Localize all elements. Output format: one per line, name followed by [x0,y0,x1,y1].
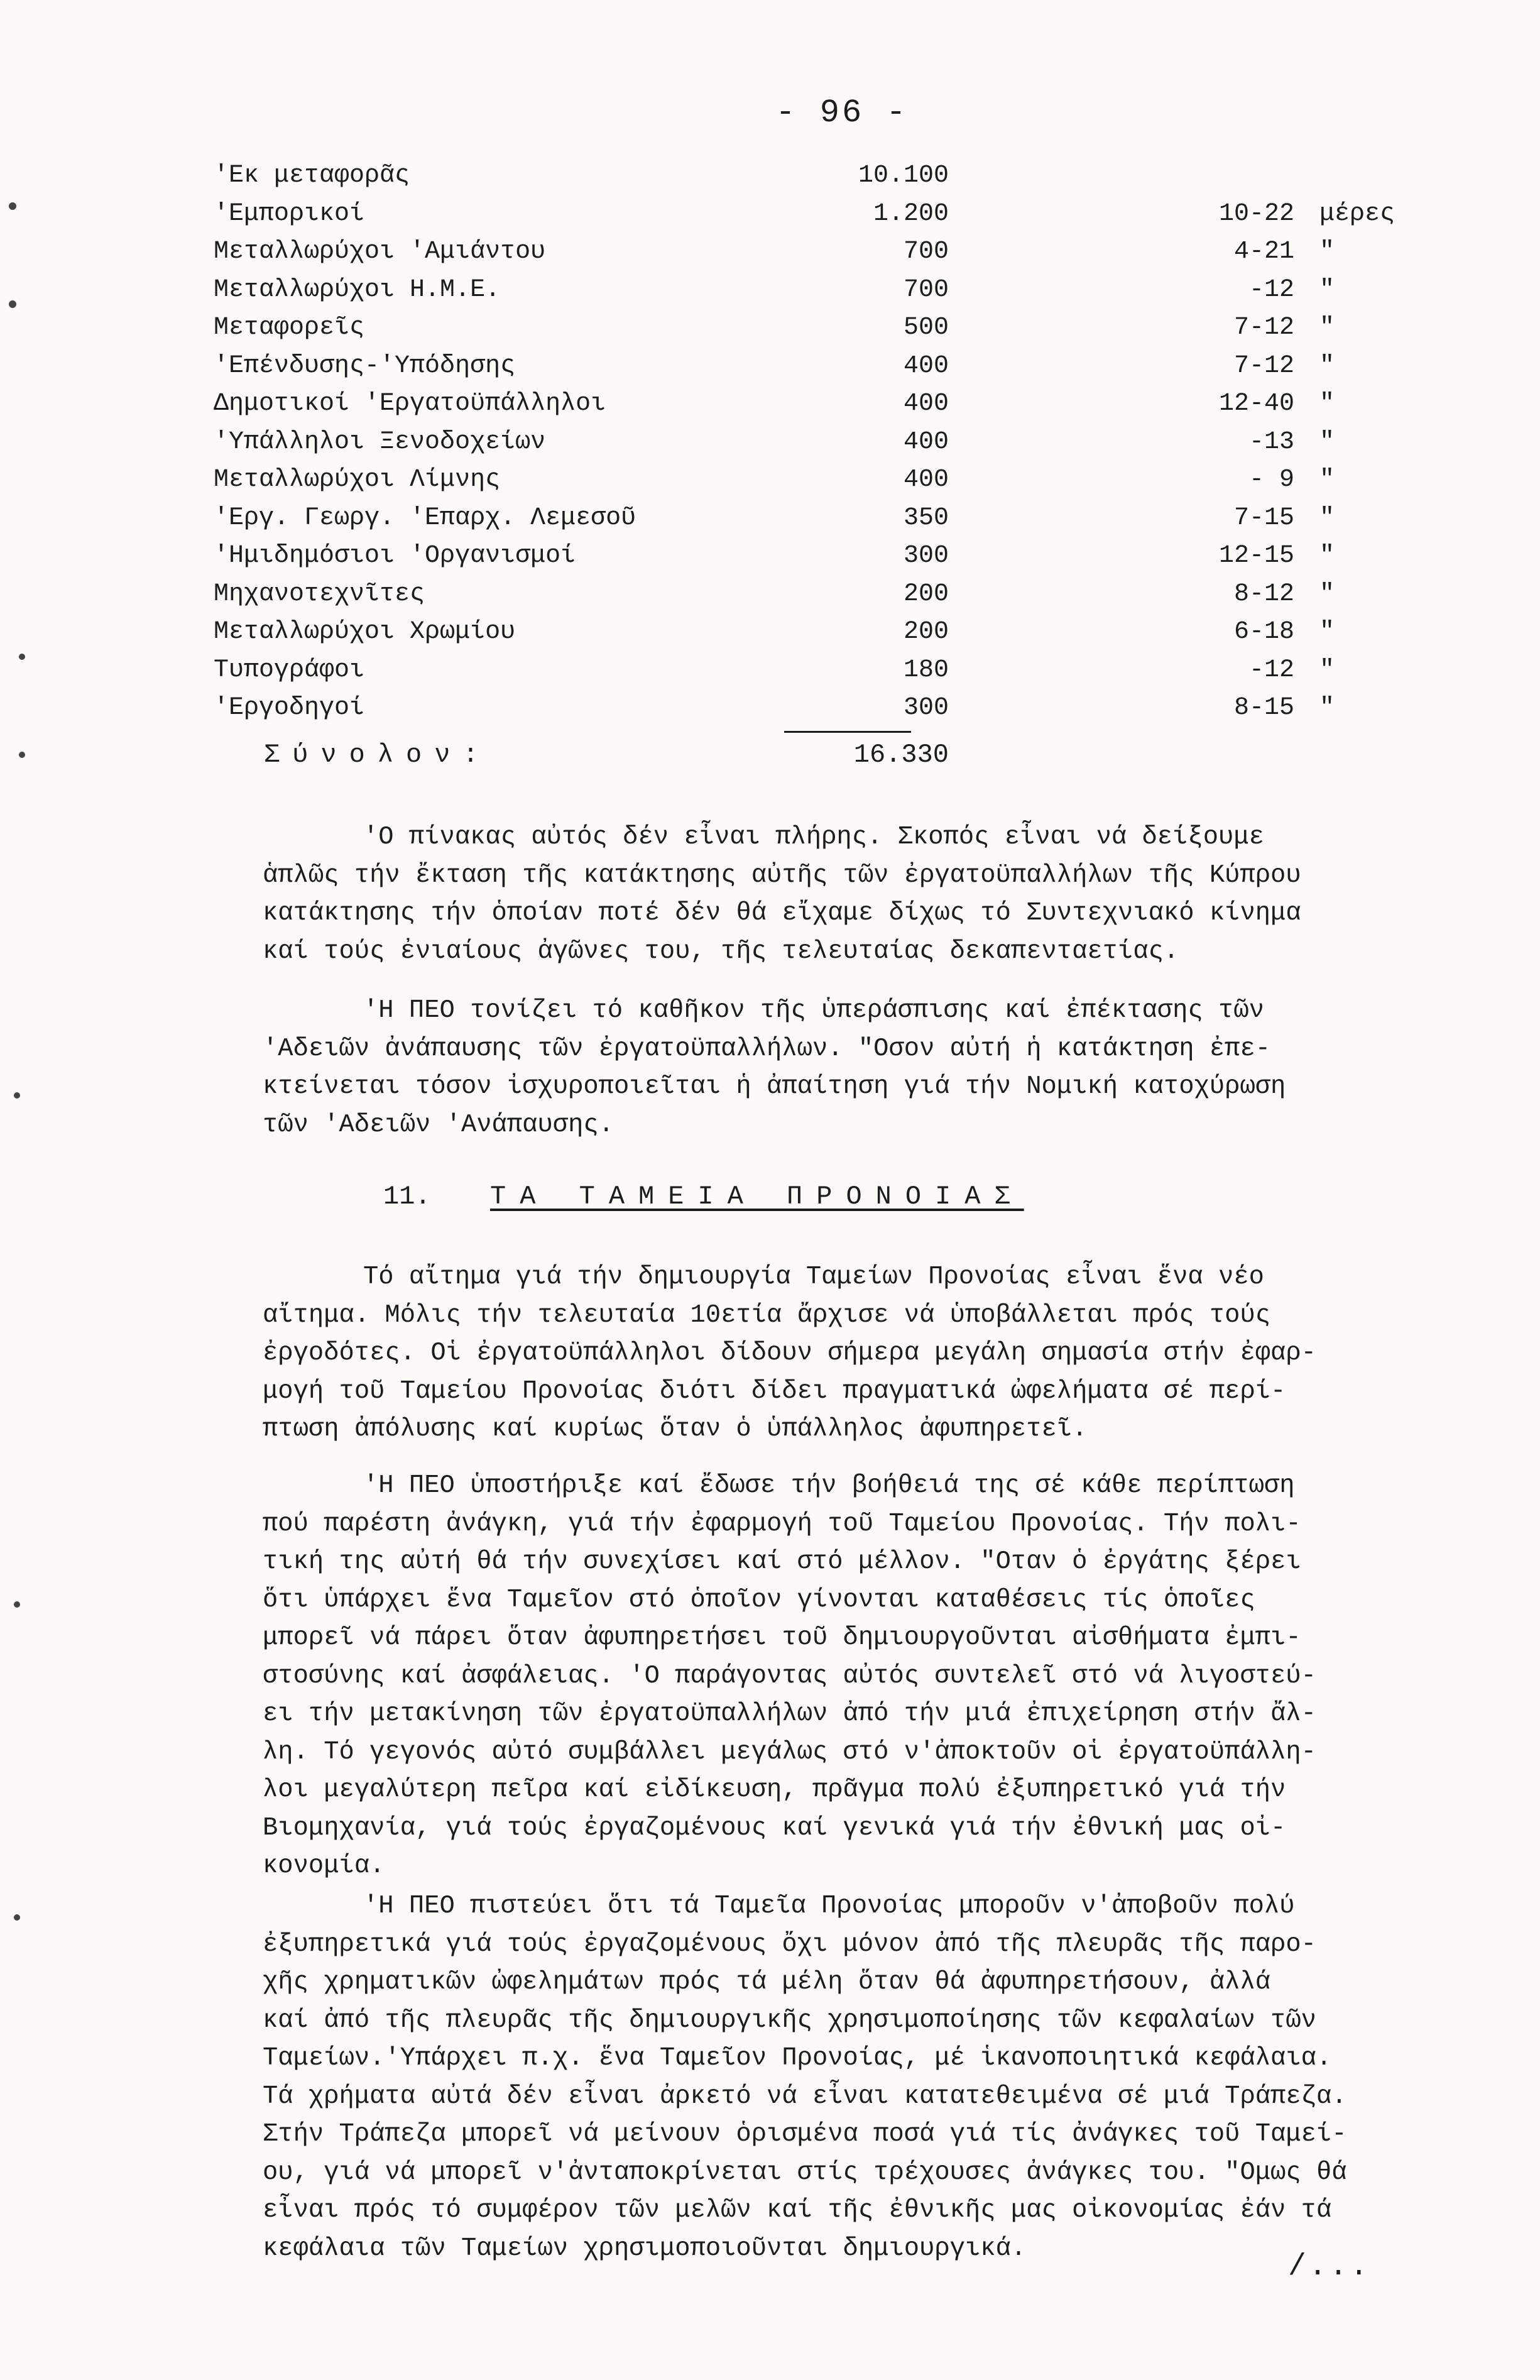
text-line: Στήν Τράπεζα μπορεῖ νά μείνουν ὁρισμένα ποσά γιά τίς ἀνάγκες τοῦ Ταμεί- [263,2120,1347,2149]
scan-speck [19,654,25,660]
text-line: κατάκτησης τήν ὁποίαν ποτέ δέν θά εἴχαμε δίχως τό Συντεχνιακό κίνημα [263,899,1301,928]
text-line: ει τήν μετακίνηση τῶν ἐργατοϋπαλλήλων ἀπό τήν μιά ἐπιχείρηση στήν ἄλ- [263,1699,1316,1728]
table-row-days: 6-18 " [1233,618,1335,646]
text-line: καί ἀπό τῆς πλευρᾶς τῆς δημιουργικῆς χρησιμοποίησης τῶν κεφαλαίων τῶν [263,2005,1316,2035]
total-label: Σύνολον: [264,740,491,770]
table-row-value: 400 [903,390,949,418]
table-row [214,385,1407,424]
table-row-value: 200 [903,579,949,608]
text-line: αἴτημα. Μόλις τήν τελευταία 10ετία ἄρχισε νά ὑποβάλλεται πρός τούς [263,1300,1271,1330]
sum-underline [784,731,911,733]
text-line: 'Η ΠΕΟ πιστεύει ὅτι τά Ταμεῖα Προνοίας μποροῦν ν'ἀποβοῦν πολύ [363,1892,1295,1921]
table-row-days: -13 " [1248,427,1335,456]
table-row-name: 'Εκ μεταφορᾶς [214,162,410,190]
paragraph-peo-support [263,1467,1456,1885]
table-row-days [1156,157,1420,195]
table-total-row [264,734,955,776]
paragraph-provident-intro [263,1258,1456,1449]
section-heading [383,1182,1024,1212]
table-row-value: 400 [903,351,949,380]
scan-speck [14,1601,20,1608]
text-line: ἁπλῶς τήν ἔκταση τῆς κατάκτησης αὐτῆς τῶν ἐργατοϋπαλλήλων τῆς Κύπρου [263,860,1301,890]
scan-speck [9,300,16,308]
table-row [214,576,1407,614]
text-line: 'Αδειῶν ἀνάπαυσης τῶν ἐργατοϋπαλλήλων. "Οσον αὐτή ἡ κατάκτηση ἐπε- [263,1034,1271,1063]
text-line: ἐργοδότες. Οἱ ἐργατοϋπάλληλοι δίδουν σήμερα μεγάλη σημασία στήν ἐφαρ- [263,1339,1316,1368]
leave-table [214,157,1407,728]
table-row-value: 350 [903,503,949,532]
table-row-days: - 9 " [1248,466,1335,494]
total-value: 16.330 [853,740,949,770]
table-row [214,613,1407,652]
table-row [214,195,1407,234]
text-line: λοι μεγαλύτερη πεῖρα καί εἰδίκευση, πρᾶγμα πολύ ἐξυπηρετικό γιά τήν [263,1775,1286,1804]
text-line: Ταμείων.'Υπάρχει π.χ. ἕνα Ταμεῖον Προνοίας, μέ ἱκανοποιητικά κεφάλαια. [263,2044,1332,2073]
table-row-value: 400 [903,466,949,494]
table-row [214,689,1407,728]
table-row-name: Μεταλλωρύχοι Η.Μ.Ε. [214,275,501,304]
table-row-name: 'Εργοδηγοί [214,694,365,722]
scan-speck [19,752,25,758]
paragraph-leave-defense [263,992,1456,1144]
table-row-days: 4-21 " [1233,238,1335,266]
table-row [214,424,1407,462]
text-line: λη. Τό γεγονός αὐτό συμβάλλει μεγάλως στό ν'ἀποκτοῦν οἱ ἐργατοϋπάλλη- [263,1737,1316,1767]
text-line: Τό αἴτημα γιά τήν δημιουργία Ταμείων Προνοίας εἶναι ἕνα νέο [363,1263,1264,1291]
text-line: κτείνεται τόσον ἰσχυροποιεῖται ἡ ἀπαίτηση γιά τήν Νομική κατοχύρωση [263,1072,1286,1101]
table-row-name: Δημοτικοί 'Εργατοϋπάλληλοι [214,390,606,418]
text-line: καί τούς ἐνιαίους ἀγῶνες του, τῆς τελευταίας δεκαπενταετίας. [263,936,1179,966]
text-line: χῆς χρηματικῶν ὠφελημάτων πρός τά μέλη ὅταν θά ἀφυπηρετήσουν, ἀλλά [263,1968,1271,1997]
table-row-value: 200 [903,618,949,646]
text-line: μπορεῖ νά πάρει ὅταν ἀφυπηρετήσει τοῦ δημιουργοῦνται αἰσθήματα ἐμπι- [263,1623,1301,1652]
table-row [214,271,1407,310]
table-row-name: 'Εμπορικοί [214,199,365,228]
table-row-value: 500 [903,314,949,342]
table-row [214,348,1407,386]
page-number: - 96 - [775,94,909,131]
text-line: ὅτι ὑπάρχει ἕνα Ταμεῖον στό ὁποῖον γίνονται καταθέσεις τίς ὁποῖες [263,1585,1255,1615]
table-row [214,652,1407,690]
table-row-name: 'Επένδυσης-'Υπόδησης [214,351,516,380]
table-row-value: 180 [903,655,949,684]
text-line: εἶναι πρός τό συμφέρον τῶν μελῶν καί τῆς ἐθνικῆς μας οἰκονομίας ἐάν τά [263,2196,1332,2225]
table-row-name: 'Εργ. Γεωργ. 'Επαρχ. Λεμεσοῦ [214,503,636,532]
text-line: κεφάλαια τῶν Ταμείων χρησιμοποιοῦνται δημιουργικά. [263,2234,1027,2263]
table-row-days: 8-15 " [1233,694,1335,722]
table-row-value: 10.100 [858,162,949,190]
text-line: ἐξυπηρετικά γιά τούς ἐργαζομένους ὄχι μόνον ἀπό τῆς πλευρᾶς τῆς παρο- [263,1929,1316,1959]
text-line: τική της αὐτή θά τήν συνεχίσει καί στό μέλλον. "Οταν ὁ ἐργάτης ξέρει [263,1547,1301,1576]
table-row-days: 7-12 " [1233,314,1335,342]
table-row-value: 700 [903,275,949,304]
scan-speck [14,1092,20,1099]
table-row [214,461,1407,500]
table-row [214,500,1407,538]
text-line: πού παρέστη ἀνάγκη, γιά τήν ἐφαρμογή τοῦ Ταμείου Προνοίας. Τήν πολι- [263,1509,1301,1538]
text-line: πτωση ἀπόλυσης καί κυρίως ὅταν ὁ ὑπάλληλος ἀφυπηρετεῖ. [263,1415,1088,1444]
text-line: κονομία. [263,1851,385,1880]
table-row-days: 7-15 " [1233,503,1335,532]
table-row-name: Μεταφορεῖς [214,314,365,342]
text-line: 'Η ΠΕΟ τονίζει τό καθῆκον τῆς ὑπεράσπισης καί ἐπέκτασης τῶν [363,996,1264,1025]
scan-speck [9,202,16,210]
table-row-name: Μεταλλωρύχοι 'Αμιάντου [214,238,546,266]
table-row [214,157,1407,195]
table-row-days: 12-40 " [1218,390,1335,418]
text-line: 'Ο πίνακας αὐτός δέν εἶναι πλήρης. Σκοπός εἶναι νά δείξουμε [363,823,1264,852]
text-line: στοσύνης καί ἀσφάλειας. 'Ο παράγοντας αὐτός συντελεῖ στό νά λιγοστεύ- [263,1661,1316,1691]
table-row [214,233,1407,271]
section-number: 11. [383,1182,431,1212]
table-row-value: 400 [903,427,949,456]
table-row [214,537,1407,576]
table-row-name: 'Ημιδημόσιοι 'Οργανισμοί [214,542,576,570]
table-row-value: 300 [903,694,949,722]
table-row-days: -12 " [1248,275,1335,304]
table-row-days: 12-15 " [1218,542,1335,570]
continuation-mark: /... [1288,2250,1371,2284]
table-row-name: Μηχανοτεχνῖτες [214,579,425,608]
table-row-value: 1.200 [873,199,949,228]
text-line: 'Η ΠΕΟ ὑποστήριξε καί ἔδωσε τήν βοήθειά της σέ κάθε περίπτωση [363,1471,1295,1500]
table-row-name: Μεταλλωρύχοι Λίμνης [214,466,501,494]
text-line: Βιομηχανία, γιά τούς ἐργαζομένους καί γενικά γιά τήν ἐθνική μας οἰ- [263,1813,1286,1843]
table-row-days: 7-12 " [1233,351,1335,380]
table-row-days: -12 " [1248,655,1335,684]
table-row-value: 300 [903,542,949,570]
paragraph-fund-investment [263,1887,1456,2268]
paragraph-table-note [263,818,1456,970]
section-title: ΤΑ ΤΑΜΕΙΑ ΠΡΟΝΟΙΑΣ [490,1182,1024,1212]
table-row-name: 'Υπάλληλοι Ξενοδοχείων [214,427,546,456]
text-line: ου, γιά νά μπορεῖ ν'ἀνταποκρίνεται στίς τρέχουσες ἀνάγκες του. "Ομως θά [263,2158,1347,2187]
text-line: μογή τοῦ Ταμείου Προνοίας διότι δίδει πραγματικά ὠφελήματα σέ περί- [263,1376,1286,1406]
text-line: τῶν 'Αδειῶν 'Ανάπαυσης. [263,1110,614,1139]
table-row-value: 700 [903,238,949,266]
text-line: Τά χρήματα αὐτά δέν εἶναι ἀρκετό νά εἶναι κατατεθειμένα σέ μιά Τράπεζα. [263,2081,1347,2111]
scan-speck [14,1914,20,1921]
table-row-days: 8-12 " [1233,579,1335,608]
table-row-days: 10-22 μέρες [1218,199,1395,228]
table-row [214,309,1407,348]
table-row-name: Μεταλλωρύχοι Χρωμίου [214,618,516,646]
table-row-name: Τυπογράφοι [214,655,365,684]
